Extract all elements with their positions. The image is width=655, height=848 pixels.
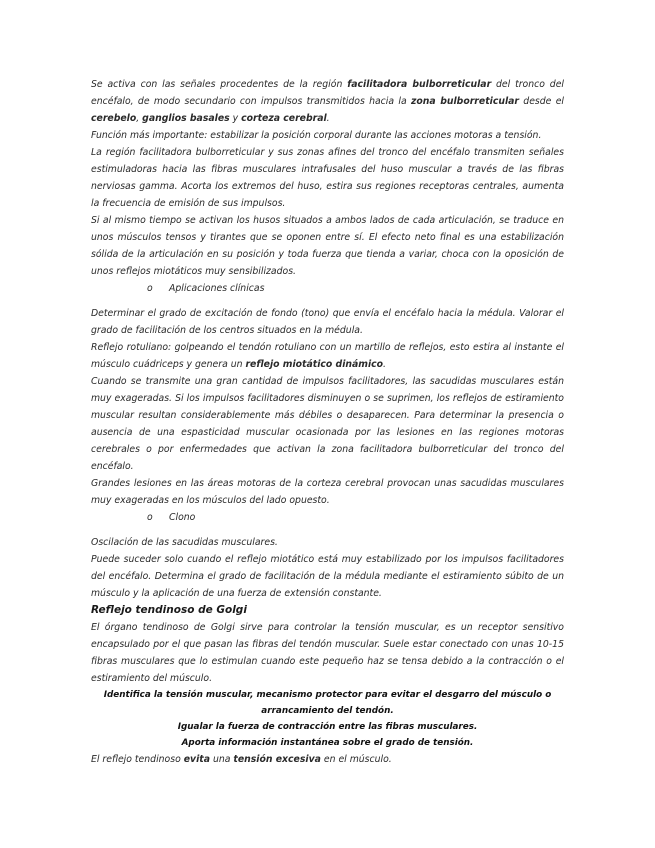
bullet-clonus: [91, 509, 564, 526]
bullet-marker: o: [147, 512, 153, 523]
text-run: .: [383, 359, 387, 370]
bold-term: tensión excesiva: [233, 754, 321, 765]
bold-term: cerebelo: [91, 113, 137, 124]
spacer: [91, 297, 564, 305]
text-run: una: [210, 754, 234, 765]
text-run: en el músculo.: [320, 754, 392, 765]
section-heading-golgi: Reflejo tendinoso de Golgi: [91, 604, 247, 616]
paragraph-gamma-fibers: La región facilitadora bulborreticular y sus zonas afines del tronco del encéfalo transmiten señales estimuladoras hacia las fibras musculares intrafusales del huso muscular a través de las fibras nerviosas gamma. Acorta los extremos del huso, estira sus regiones receptoras centrales, aumenta la frecuencia de emisión de sus impulsos.: [91, 147, 564, 209]
paragraph-facilitatory-impulses: Cuando se transmite una gran cantidad de impulsos facilitadores, las sacudidas musculares están muy exageradas. Si los impulsos facilitadores disminuyen o se suprimen, los reflejos de estiramiento muscular resultan considerablemente más débiles o desaparecen. Para determinar la presencia o ausencia de una espasticidad muscular ocasionada por las lesiones en las regiones motoras cerebrales o por enfermedades que activan la zona facilitadora bulborreticular del tronco del encéfalo.: [91, 376, 564, 472]
document-body: [91, 76, 564, 768]
paragraph-oscillation: Oscilación de las sacudidas musculares.: [91, 537, 278, 548]
centered-statement-3: Aporta información instantánea sobre el grado de tensión.: [181, 738, 474, 748]
text-run: y: [229, 113, 242, 124]
paragraph-golgi-organ: El órgano tendinoso de Golgi sirve para controlar la tensión muscular, es un receptor sensitivo encapsulado por el que pasan las fibras del tendón muscular. Suele estar conectado con unas 10-15 fibras musculares que lo estimulan cuando este pequeño haz se tensa debido a la contracción o el estiramiento del músculo.: [91, 622, 564, 684]
bullet-label: Aplicaciones clínicas: [169, 283, 265, 294]
bold-term: evita: [183, 754, 210, 765]
bullet-label: Clono: [169, 512, 196, 523]
paragraph-tendon-reflex: [91, 751, 564, 768]
text-run: Reflejo rotuliano: golpeando el tendón rotuliano con un martillo de reflejos, esto estira al instante el músculo cuádriceps y genera un: [91, 342, 564, 370]
text-run: .: [326, 113, 330, 124]
paragraph-activation: [91, 76, 564, 127]
text-run: El reflejo tendinoso: [91, 754, 184, 765]
paragraph-clonus-detail: Puede suceder solo cuando el reflejo miotático está muy estabilizado por los impulsos facilitadores del encéfalo. Determina el grado de facilitación de la médula mediante el estiramiento súbito de un músculo y la aplicación de una fuerza de extensión constante.: [91, 554, 564, 599]
bullet-clinical-applications: [91, 280, 564, 297]
bold-term: corteza cerebral: [241, 113, 327, 124]
bullet-marker: o: [147, 283, 153, 294]
spacer: [91, 526, 564, 534]
paragraph-cortical-lesions: Grandes lesiones en las áreas motoras de la corteza cerebral provocan unas sacudidas musculares muy exageradas en los músculos del lado opuesto.: [91, 478, 564, 506]
text-run: desde el: [519, 96, 564, 107]
paragraph-patellar-reflex: [91, 339, 564, 373]
bold-term: facilitadora bulborreticular: [347, 79, 492, 90]
bold-term: reflejo miotático dinámico: [245, 359, 384, 370]
text-run: ,: [136, 113, 143, 124]
paragraph-spindles: Si al mismo tiempo se activan los husos situados a ambos lados de cada articulación, se traduce en unos músculos tensos y tirantes que se oponen entre sí. El efecto neto final es una estabilización sólida de la articulación en su posición y toda fuerza que tienda a variar, choca con la oposición de unos reflejos miotáticos muy sensibilizados.: [91, 215, 564, 277]
text-run: Se activa con las señales procedentes de la región: [91, 79, 348, 90]
text-run: del tronco del encéfalo, de modo secundario con impulsos transmitidos hacia la: [91, 79, 564, 107]
bold-term: zona bulborreticular: [410, 96, 520, 107]
paragraph-tone: Determinar el grado de excitación de fondo (tono) que envía el encéfalo hacia la médula. Valorar el grado de facilitación de los centros situados en la médula.: [91, 308, 564, 336]
centered-statement-1: Identifica la tensión muscular, mecanismo protector para evitar el desgarro del músculo o arrancamiento del tendón.: [103, 690, 552, 716]
centered-statement-2: Igualar la fuerza de contracción entre las fibras musculares.: [177, 722, 478, 732]
bold-term: ganglios basales: [142, 113, 230, 124]
paragraph-function: Función más importante: estabilizar la posición corporal durante las acciones motoras a tensión.: [91, 130, 542, 141]
